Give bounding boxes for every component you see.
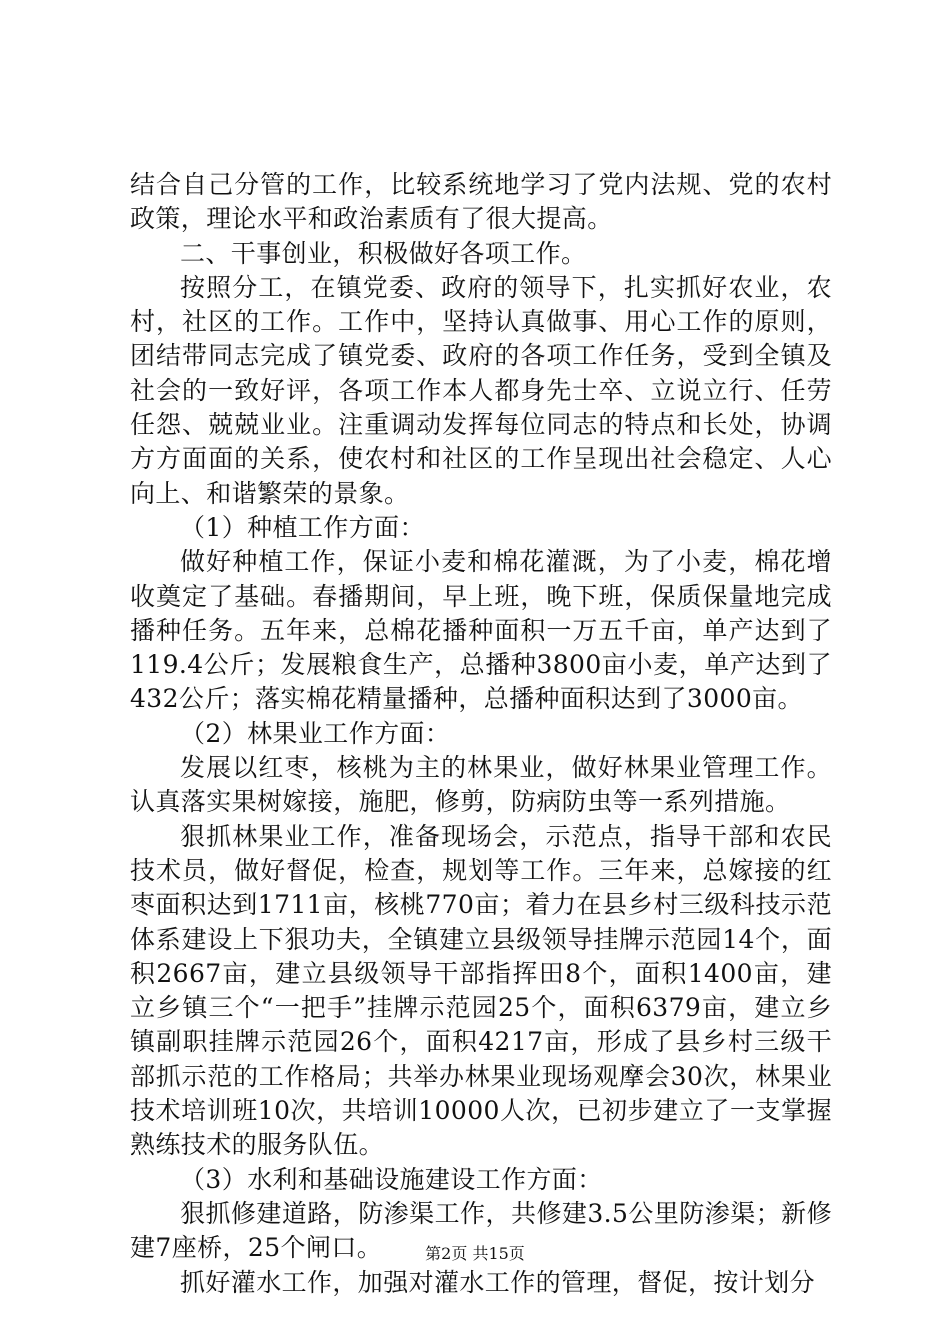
paragraph-division-of-labor: 按照分工，在镇党委、政府的领导下，扎实抓好农业，农村，社区的工作。工作中，坚持认真做事、用心工作的原则，团结带同志完成了镇党委、政府的各项工作任务，受到全镇及社会的一致好评，各项工作本人都身先士卒、立说立行、任劳任怨、兢兢业业。注重调动发挥每位同志的特点和长处，协调方方面面的关系，使农村和社区的工作呈现出社会稳定、人心向上、和谐繁荣的景象。 <box>130 272 832 508</box>
document-body <box>130 168 832 1300</box>
paragraph-study-summary: 结合自己分管的工作，比较系统地学习了党内法规、党的农村政策，理论水平和政治素质有了很大提高。 <box>130 170 832 234</box>
paragraph-planting: 做好种植工作，保证小麦和棉花灌溉，为了小麦，棉花增收奠定了基础。春播期间，早上班，晚下班，保质保量地完成播种任务。五年来，总棉花播种面积一万五千亩，单产达到了119.4公斤；发展粮食生产，总播种3800亩小麦，单产达到了432公斤；落实棉花精量播种，总播种面积达到了3000亩。 <box>130 547 832 714</box>
paragraph-forestry-management: 发展以红枣，核桃为主的林果业，做好林果业管理工作。认真落实果树嫁接，施肥，修剪，防病防虫等一系列措施。 <box>130 753 832 817</box>
paragraph-irrigation: 抓好灌水工作，加强对灌水工作的管理，督促，按计划分 <box>180 1267 816 1297</box>
subheading-forestry: （2）林果业工作方面： <box>180 718 451 748</box>
subheading-water-infrastructure: （3）水利和基础设施建设工作方面： <box>180 1164 603 1194</box>
paragraph-forestry-demonstration: 狠抓林果业工作，准备现场会，示范点，指导干部和农民技术员，做好督促，检查，规划等工作。三年来，总嫁接的红枣面积达到1711亩，核桃770亩；着力在县乡村三级科技示范体系建设上下狠功夫，全镇建立县级领导挂牌示范园14个，面积2667亩，建立县级领导干部指挥田8个，面积1400亩，建立乡镇三个“一把手”挂牌示范园25个，面积6379亩，建立乡镇副职挂牌示范园26个，面积4217亩，形成了县乡村三级干部抓示范的工作格局；共举办林果业现场观摩会30次，林果业技术培训班10次，共培训10000人次，已初步建立了一支掌握熟练技术的服务队伍。 <box>130 821 832 1160</box>
section-heading-work: 二、干事创业，积极做好各项工作。 <box>180 238 587 268</box>
subheading-planting: （1）种植工作方面： <box>180 512 425 542</box>
page-number-footer: 第2页 共15页 <box>425 1244 525 1263</box>
paragraph-roads-canals: 狠抓修建道路，防渗渠工作，共修建3.5公里防渗渠；新修建7座桥，25个闸口。 <box>130 1198 832 1263</box>
